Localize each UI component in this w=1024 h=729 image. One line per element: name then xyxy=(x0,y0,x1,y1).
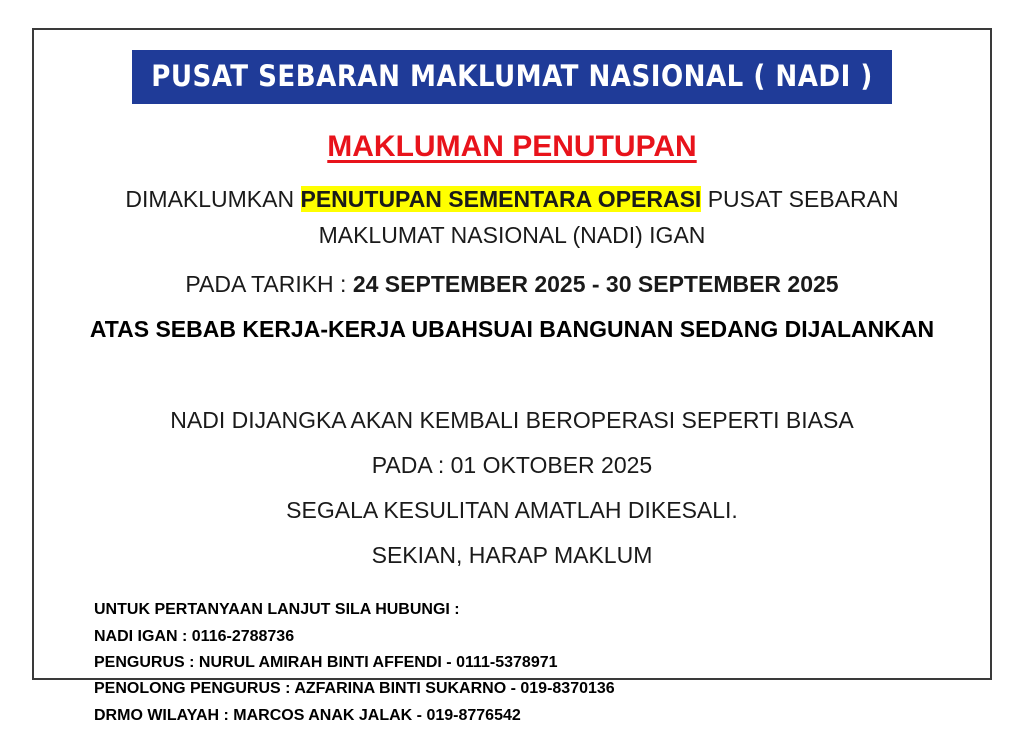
contact-line: NADI IGAN : 0116-2788736 xyxy=(94,627,295,645)
date-value: 24 SEPTEMBER 2025 - 30 SEPTEMBER 2025 xyxy=(352,271,839,298)
closure-reason: ATAS SEBAB KERJA-KERJA UBAHSUAI BANGUNAN SEDANG DIJALANKAN xyxy=(89,316,935,343)
notice-prefix: DIMAKLUMKAN xyxy=(125,186,301,212)
poster-inner-frame xyxy=(48,42,976,724)
contact-line: PENOLONG PENGURUS : AZFARINA BINTI SUKARNO - 019-8370136 xyxy=(94,680,615,698)
notice-highlight: PENUTUPAN SEMENTARA OPERASI xyxy=(300,186,702,212)
date-label: PADA TARIKH : xyxy=(185,271,353,298)
closing-line: SEKIAN, HARAP MAKLUM xyxy=(371,542,653,569)
contact-heading: UNTUK PERTANYAAN LANJUT SILA HUBUNGI : xyxy=(94,601,460,619)
reopen-date: PADA : 01 OKTOBER 2025 xyxy=(371,452,653,479)
spacer xyxy=(48,343,976,389)
banner-title: PUSAT SEBARAN MAKLUMAT NASIONAL ( NADI ) xyxy=(132,50,892,104)
notice-suffix: PUSAT SEBARAN MAKLUMAT NASIONAL (NADI) IGAN xyxy=(318,186,899,248)
closure-notice-paragraph xyxy=(48,182,976,253)
apology-line: SEGALA KESULITAN AMATLAH DIKESALI. xyxy=(286,497,738,524)
contact-line: PENGURUS : NURUL AMIRAH BINTI AFFENDI - 0111-5378971 xyxy=(94,654,558,672)
contact-block xyxy=(48,597,976,729)
contact-line: DRMO WILAYAH : MARCOS ANAK JALAK - 019-8776542 xyxy=(94,706,521,724)
reopen-line: NADI DIJANGKA AKAN KEMBALI BEROPERASI SEPERTI BIASA xyxy=(170,407,854,434)
page-title: MAKLUMAN PENUTUPAN xyxy=(327,130,697,163)
closure-date-line xyxy=(48,271,976,298)
notice-poster xyxy=(32,28,992,724)
